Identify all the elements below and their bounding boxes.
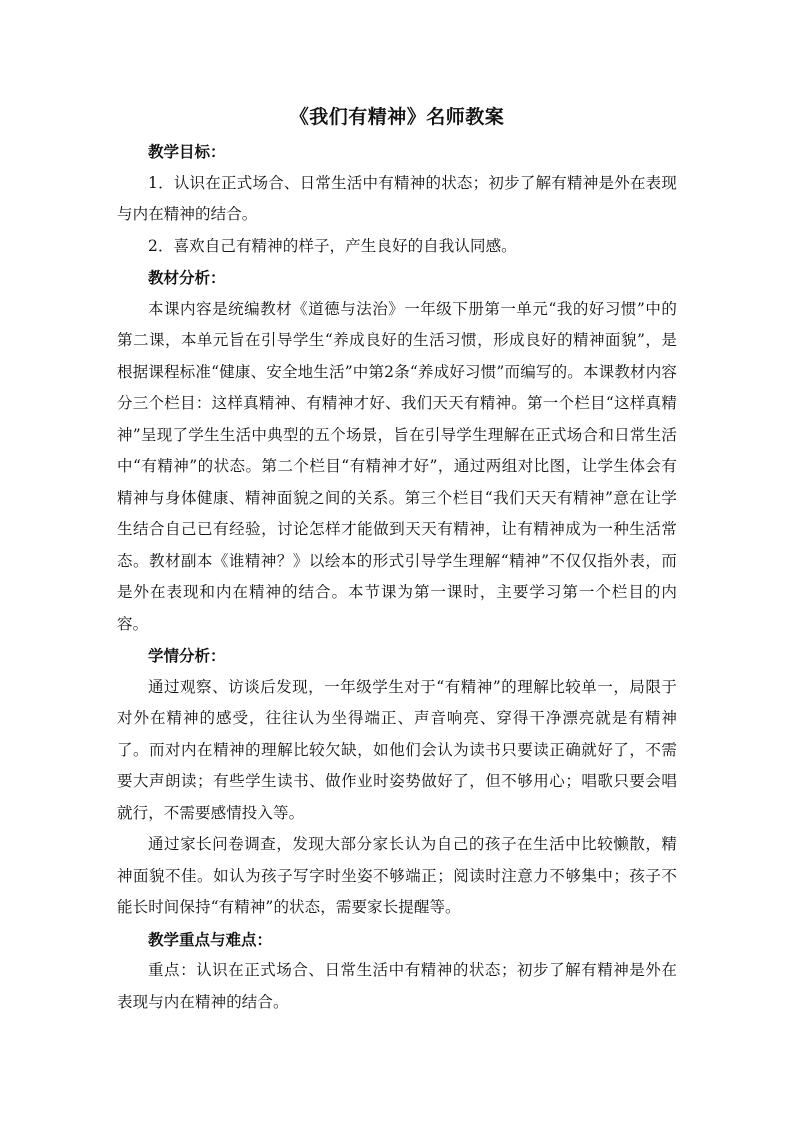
paragraph: 通过观察、访谈后发现，一年级学生对于“有精神”的理解比较单一，局限于对外在精神的感受，往往认为坐得端正、声音响亮、穿得干净漂亮就是有精神了。而对内在精神的理解比较欠缺，如他们会认为读书只要读正确就好了，不需要大声朗读；有些学生读书、做作业时姿势做好了，但不够用心；唱歌只要会唱就行，不需要感情投入等。 [117,677,677,822]
section-textbook-analysis [117,262,677,640]
section-heading: 教学目标： [148,142,226,161]
paragraph: 1．认识在正式场合、日常生活中有精神的状态；初步了解有精神是外在表现与内在精神的结合。 [117,173,677,223]
paragraph: 通过家长问卷调查，发现大部分家长认为自己的孩子在生活中比较懒散，精神面貌不佳。如认为孩子写字时坐姿不够端正；阅读时注意力不够集中；孩子不能长时间保持“有精神”的状态，需要家长提醒等。 [117,835,677,916]
section-heading: 学情分析： [148,646,226,665]
paragraph: 重点：认识在正式场合、日常生活中有精神的状态；初步了解有精神是外在表现与内在精神的结合。 [117,961,677,1011]
document-title: 《我们有精神》名师教案 [289,106,505,128]
section-heading: 教学重点与难点： [148,929,273,949]
paragraph: 2．喜欢自己有精神的样子，产生良好的自我认同感。 [148,236,517,255]
document-page [117,100,677,1018]
section-key-points [117,924,677,1019]
section-teaching-goals [117,136,677,262]
section-heading: 教材分析： [148,268,226,287]
section-student-analysis [117,640,677,924]
paragraph: 本课内容是统编教材《道德与法治》一年级下册第一单元“我的好习惯”中的第二课，本单元旨在引导学生“养成良好的生活习惯，形成良好的精神面貌”，是根据课程标准“健康、安全地生活”中第2条“养成好习惯”而编写的。本课教材内容分三个栏目：这样真精神、有精神才好、我们天天有精神。第一个栏目“这样真精神”呈现了学生生活中典型的五个场景，旨在引导学生理解在正式场合和日常生活中“有精神”的状态。第二个栏目“有精神才好”，通过两组对比图，让学生体会有精神与身体健康、精神面貌之间的关系。第三个栏目“我们天天有精神”意在让学生结合自己已有经验，讨论怎样才能做到天天有精神，让有精神成为一种生活常态。教材副本《谁精神？》以绘本的形式引导学生理解“精神”不仅仅指外表，而是外在表现和内在精神的结合。本节课为第一课时，主要学习第一个栏目的内容。 [117,299,677,633]
